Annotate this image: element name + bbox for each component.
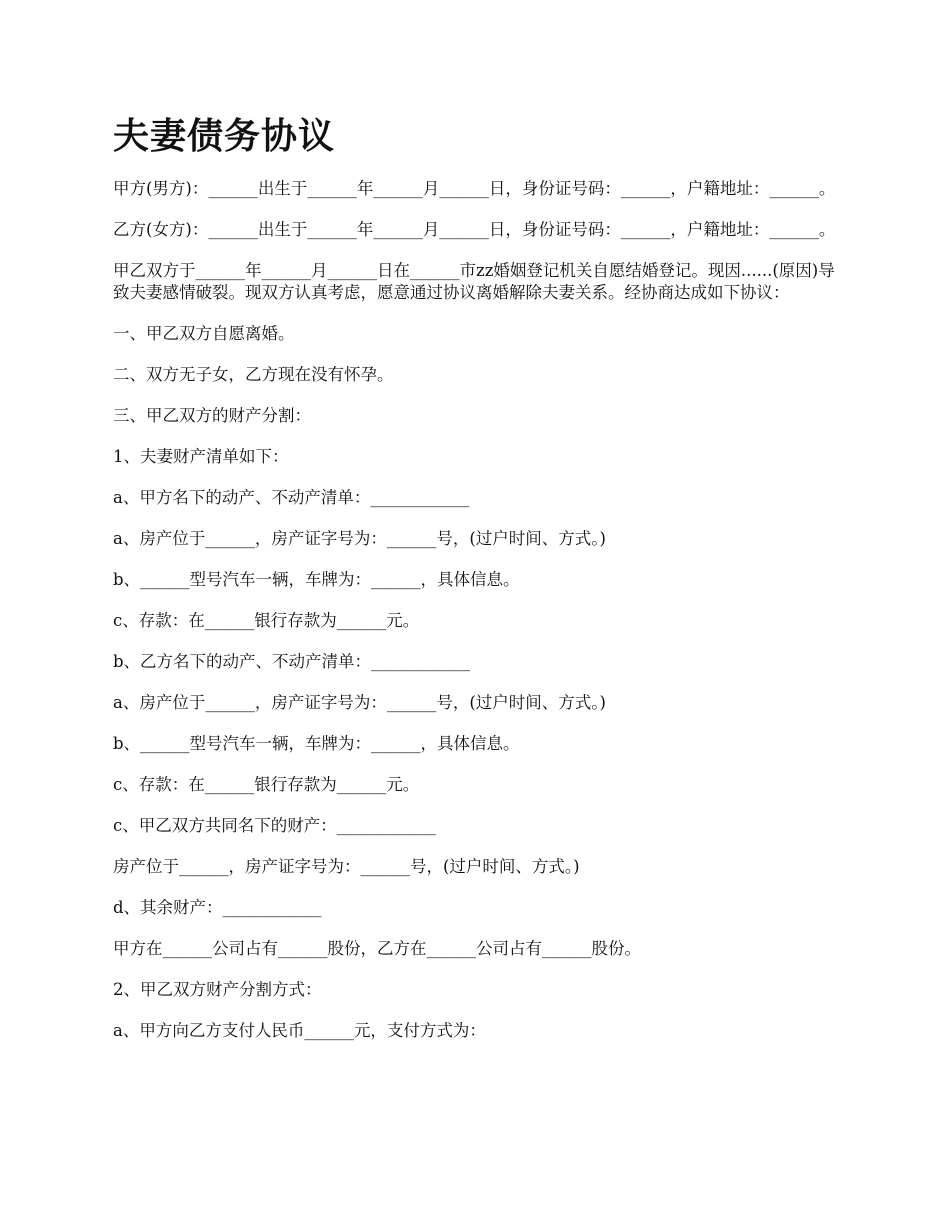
party-b-car: b、______型号汽车一辆，车牌为：______，具体信息。 — [113, 734, 520, 753]
party-a-house: a、房产位于______，房产证字号为：______号，(过户时间、方式。) — [113, 529, 606, 548]
party-b-house: a、房产位于______，房产证字号为：______号，(过户时间、方式。) — [113, 693, 606, 712]
division-method-heading: 2、甲乙双方财产分割方式： — [113, 980, 322, 999]
party-a-assets-heading: a、甲方名下的动产、不动产清单：____________ — [113, 488, 470, 507]
party-a-car: b、______型号汽车一辆，车牌为：______，具体信息。 — [113, 570, 520, 589]
party-a-info: 甲方(男方)：______出生于______年______月______日，身份证号码：______，户籍地址：______。 — [113, 179, 836, 198]
marriage-background: 甲乙双方于______年______月______日在______市zz婚姻登记机关自愿结婚登记。现因......(原因)导致夫妻感情破裂。现双方认真考虑，愿意通过协议离婚解除夫妻关系。经协商达成如下协议： — [113, 261, 835, 302]
joint-assets-heading: c、甲乙双方共同名下的财产：____________ — [113, 816, 436, 835]
party-a-deposit: c、存款：在______银行存款为______元。 — [113, 611, 420, 630]
clause-divorce: 一、甲乙双方自愿离婚。 — [113, 324, 295, 343]
company-shares: 甲方在______公司占有______股份，乙方在______公司占有______股份。 — [113, 939, 641, 958]
party-b-assets-heading: b、乙方名下的动产、不动产清单：____________ — [113, 652, 471, 671]
joint-house: 房产位于______，房产证字号为：______号，(过户时间、方式。) — [113, 857, 580, 876]
payment-clause: a、甲方向乙方支付人民币______元，支付方式为： — [113, 1021, 486, 1040]
party-b-info: 乙方(女方)：______出生于______年______月______日，身份证号码：______，户籍地址：______。 — [113, 220, 836, 239]
document-page — [113, 112, 843, 1061]
clause-children: 二、双方无子女，乙方现在没有怀孕。 — [113, 365, 394, 384]
clause-property-heading: 三、甲乙双方的财产分割： — [113, 406, 311, 425]
party-b-deposit: c、存款：在______银行存款为______元。 — [113, 775, 420, 794]
property-list-heading: 1、夫妻财产清单如下： — [113, 447, 289, 466]
other-assets-heading: d、其余财产：____________ — [113, 898, 322, 917]
document-title: 夫妻债务协议 — [113, 115, 336, 157]
